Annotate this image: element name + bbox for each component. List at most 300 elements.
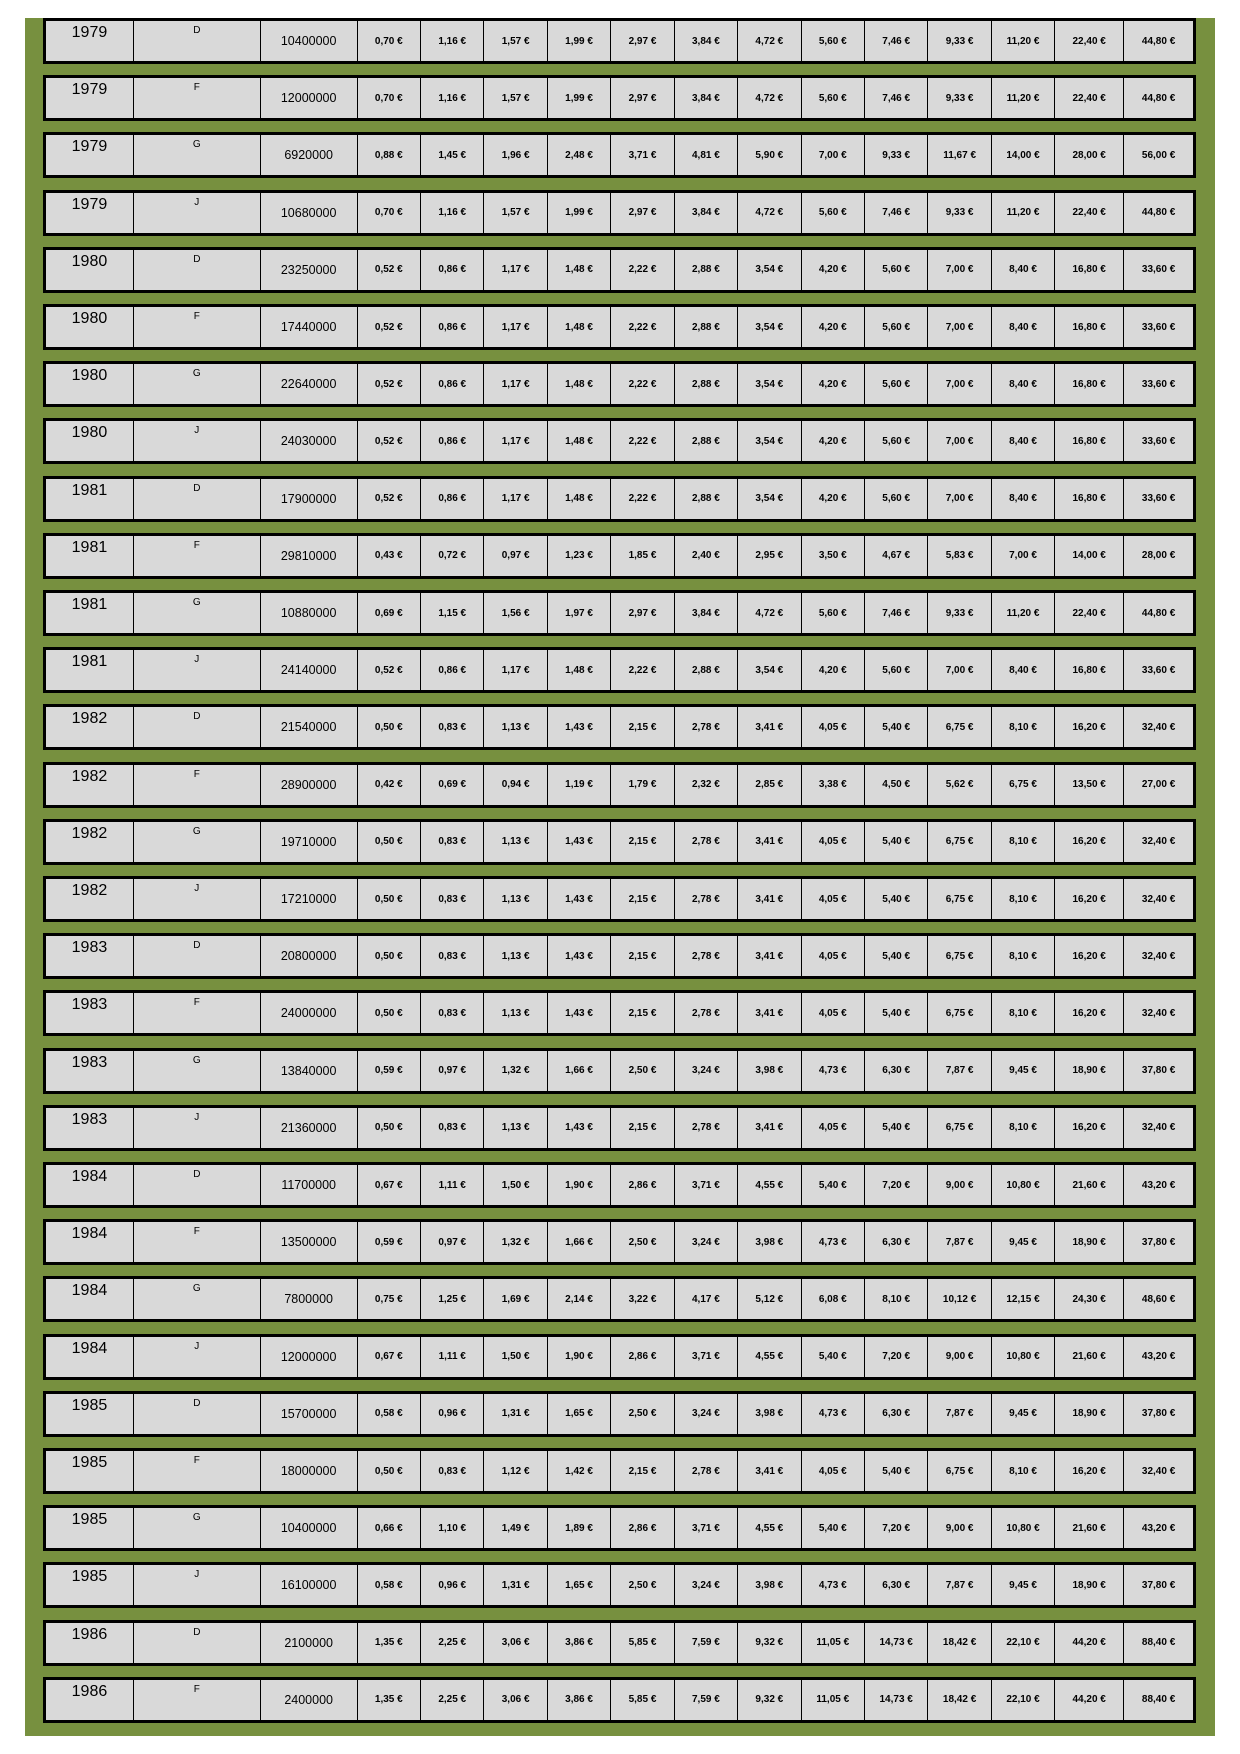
quantity-cell: 2100000 (261, 1623, 358, 1663)
value-cell: 2,22 € (611, 307, 674, 347)
mint-code-cell: G (134, 135, 261, 175)
value-cell: 11,20 € (992, 21, 1055, 61)
value-cell: 9,33 € (928, 193, 991, 233)
table-row (43, 304, 1196, 350)
value-cell: 16,80 € (1055, 364, 1124, 404)
value-cell: 0,70 € (358, 193, 421, 233)
value-cell: 3,50 € (802, 536, 865, 576)
value-cell: 8,40 € (992, 479, 1055, 519)
value-cell: 4,72 € (738, 593, 801, 633)
value-cell: 5,60 € (802, 593, 865, 633)
value-cell: 0,59 € (358, 1051, 421, 1091)
value-cell: 6,75 € (928, 993, 991, 1033)
value-cell: 2,88 € (675, 650, 738, 690)
value-cell: 3,22 € (611, 1279, 674, 1319)
value-cell: 0,97 € (421, 1051, 484, 1091)
value-cell: 1,50 € (484, 1337, 547, 1377)
value-cell: 4,81 € (675, 135, 738, 175)
value-cell: 0,83 € (421, 936, 484, 976)
value-cell: 0,50 € (358, 707, 421, 747)
value-cell: 1,13 € (484, 936, 547, 976)
value-cell: 12,15 € (992, 1279, 1055, 1319)
mint-code-cell: J (134, 1337, 261, 1377)
value-cell: 4,72 € (738, 78, 801, 118)
mint-code-cell: D (134, 1623, 261, 1663)
mint-code-cell: D (134, 479, 261, 519)
value-cell: 1,11 € (421, 1337, 484, 1377)
value-cell: 5,60 € (865, 421, 928, 461)
year-cell: 1980 (46, 364, 134, 404)
value-cell: 3,41 € (738, 879, 801, 919)
year-cell: 1982 (46, 879, 134, 919)
value-cell: 0,70 € (358, 78, 421, 118)
value-cell: 1,17 € (484, 307, 547, 347)
value-cell: 2,40 € (675, 536, 738, 576)
value-cell: 9,33 € (928, 78, 991, 118)
value-cell: 16,80 € (1055, 650, 1124, 690)
value-cell: 7,00 € (928, 307, 991, 347)
value-cell: 2,78 € (675, 1108, 738, 1148)
value-cell: 2,15 € (611, 936, 674, 976)
mint-code-cell: J (134, 1565, 261, 1605)
value-cell: 18,90 € (1055, 1394, 1124, 1434)
year-cell: 1981 (46, 536, 134, 576)
value-cell: 2,15 € (611, 879, 674, 919)
value-cell: 0,83 € (421, 707, 484, 747)
mint-code-cell: F (134, 993, 261, 1033)
value-cell: 0,70 € (358, 21, 421, 61)
value-cell: 8,10 € (865, 1279, 928, 1319)
value-cell: 3,84 € (675, 193, 738, 233)
value-cell: 5,12 € (738, 1279, 801, 1319)
value-cell: 5,60 € (865, 364, 928, 404)
value-cell: 1,43 € (548, 1108, 611, 1148)
value-cell: 2,95 € (738, 536, 801, 576)
value-cell: 1,17 € (484, 250, 547, 290)
quantity-cell: 2400000 (261, 1680, 358, 1720)
value-cell: 2,25 € (421, 1623, 484, 1663)
value-cell: 7,46 € (865, 78, 928, 118)
value-cell: 2,88 € (675, 421, 738, 461)
table-row (43, 1448, 1196, 1494)
value-cell: 2,15 € (611, 822, 674, 862)
value-cell: 1,17 € (484, 421, 547, 461)
value-cell: 2,78 € (675, 936, 738, 976)
value-cell: 14,00 € (1055, 536, 1124, 576)
table-row (43, 18, 1196, 64)
value-cell: 88,40 € (1141, 1637, 1176, 1649)
table-row (43, 1162, 1196, 1208)
value-cell: 1,32 € (484, 1051, 547, 1091)
value-cell: 8,10 € (992, 936, 1055, 976)
value-cell: 9,32 € (738, 1680, 801, 1720)
value-cell: 2,78 € (675, 993, 738, 1033)
value-cell: 8,40 € (992, 364, 1055, 404)
value-cell: 0,69 € (358, 593, 421, 633)
value-cell: 1,90 € (548, 1337, 611, 1377)
value-cell: 21,60 € (1055, 1337, 1124, 1377)
value-cell: 2,86 € (611, 1165, 674, 1205)
mint-code-cell: G (134, 593, 261, 633)
value-cell: 1,57 € (484, 21, 547, 61)
quantity-cell: 29810000 (261, 536, 358, 576)
value-cell: 1,11 € (421, 1165, 484, 1205)
value-cell: 4,73 € (802, 1394, 865, 1434)
value-cell: 28,00 € (1141, 550, 1176, 562)
value-cell: 1,90 € (548, 1165, 611, 1205)
value-cell: 18,90 € (1055, 1051, 1124, 1091)
value-cell: 1,17 € (484, 364, 547, 404)
value-cell: 0,86 € (421, 479, 484, 519)
table-row (43, 1219, 1196, 1265)
year-cell: 1984 (46, 1337, 134, 1377)
table-row (43, 1048, 1196, 1094)
value-cell: 5,40 € (802, 1337, 865, 1377)
value-cell: 16,20 € (1055, 822, 1124, 862)
value-cell: 1,85 € (611, 536, 674, 576)
quantity-cell: 17900000 (261, 479, 358, 519)
quantity-cell: 12000000 (261, 78, 358, 118)
year-cell: 1980 (46, 250, 134, 290)
value-cell: 8,10 € (992, 822, 1055, 862)
value-cell: 2,88 € (675, 250, 738, 290)
value-cell: 4,20 € (802, 250, 865, 290)
value-cell: 1,43 € (548, 707, 611, 747)
value-cell: 3,41 € (738, 1108, 801, 1148)
value-cell: 5,40 € (865, 822, 928, 862)
table-row (43, 876, 1196, 922)
value-cell: 9,00 € (928, 1337, 991, 1377)
year-cell: 1979 (46, 21, 134, 61)
value-cell: 18,42 € (928, 1623, 991, 1663)
value-cell: 1,66 € (548, 1051, 611, 1091)
value-cell: 7,20 € (865, 1337, 928, 1377)
value-cell: 2,78 € (675, 822, 738, 862)
value-cell: 1,96 € (484, 135, 547, 175)
table-row (43, 1562, 1196, 1608)
value-cell: 4,05 € (802, 1108, 865, 1148)
value-cell: 33,60 € (1141, 264, 1176, 276)
table-row (43, 132, 1196, 178)
table-row (43, 1276, 1196, 1322)
value-cell: 33,60 € (1141, 321, 1176, 333)
value-cell: 3,41 € (738, 1451, 801, 1491)
value-cell: 2,78 € (675, 879, 738, 919)
value-cell: 9,45 € (992, 1565, 1055, 1605)
value-cell: 0,52 € (358, 421, 421, 461)
year-cell: 1979 (46, 78, 134, 118)
value-cell: 5,60 € (865, 307, 928, 347)
year-cell: 1979 (46, 135, 134, 175)
value-cell: 48,60 € (1141, 1293, 1176, 1305)
value-cell: 1,13 € (484, 707, 547, 747)
value-cell: 44,80 € (1141, 92, 1176, 104)
value-cell: 11,20 € (992, 78, 1055, 118)
value-cell: 1,15 € (421, 593, 484, 633)
value-cell: 28,00 € (1055, 135, 1124, 175)
value-cell: 1,32 € (484, 1222, 547, 1262)
value-cell: 3,06 € (484, 1623, 547, 1663)
value-cell: 3,71 € (675, 1508, 738, 1548)
value-cell: 5,40 € (802, 1165, 865, 1205)
value-cell: 11,05 € (802, 1680, 865, 1720)
value-cell: 11,20 € (992, 193, 1055, 233)
value-cell: 14,73 € (865, 1623, 928, 1663)
value-cell: 44,80 € (1141, 207, 1176, 219)
value-cell: 2,50 € (611, 1051, 674, 1091)
value-cell: 1,35 € (358, 1623, 421, 1663)
value-cell: 1,35 € (358, 1680, 421, 1720)
value-cell: 2,50 € (611, 1394, 674, 1434)
value-cell: 18,90 € (1055, 1222, 1124, 1262)
value-cell: 13,50 € (1055, 765, 1124, 805)
value-cell: 14,73 € (865, 1680, 928, 1720)
table-row (43, 1334, 1196, 1380)
value-cell: 5,83 € (928, 536, 991, 576)
value-cell: 3,24 € (675, 1051, 738, 1091)
value-cell: 32,40 € (1141, 893, 1176, 905)
year-cell: 1982 (46, 822, 134, 862)
value-cell: 5,40 € (802, 1508, 865, 1548)
value-cell: 5,40 € (865, 879, 928, 919)
value-cell: 2,50 € (611, 1222, 674, 1262)
value-cell: 1,97 € (548, 593, 611, 633)
value-cell: 2,32 € (675, 765, 738, 805)
value-cell: 7,46 € (865, 21, 928, 61)
quantity-cell: 11700000 (261, 1165, 358, 1205)
value-cell: 4,20 € (802, 364, 865, 404)
value-cell: 7,87 € (928, 1394, 991, 1434)
value-cell: 3,54 € (738, 650, 801, 690)
mint-code-cell: J (134, 1108, 261, 1148)
value-cell: 1,43 € (548, 936, 611, 976)
year-cell: 1981 (46, 593, 134, 633)
value-cell: 22,10 € (992, 1680, 1055, 1720)
value-cell: 3,54 € (738, 307, 801, 347)
value-cell: 4,72 € (738, 21, 801, 61)
quantity-cell: 10400000 (261, 21, 358, 61)
value-cell: 9,00 € (928, 1508, 991, 1548)
value-cell: 7,00 € (928, 364, 991, 404)
value-cell: 7,00 € (928, 479, 991, 519)
value-cell: 4,05 € (802, 936, 865, 976)
table-row (43, 704, 1196, 750)
value-cell: 2,50 € (611, 1565, 674, 1605)
table-row (43, 476, 1196, 522)
value-cell: 0,58 € (358, 1565, 421, 1605)
mint-code-cell: G (134, 1508, 261, 1548)
quantity-cell: 22640000 (261, 364, 358, 404)
value-cell: 22,40 € (1055, 193, 1124, 233)
quantity-cell: 12000000 (261, 1337, 358, 1377)
mint-code-cell: D (134, 1394, 261, 1434)
value-cell: 7,87 € (928, 1222, 991, 1262)
value-cell: 0,86 € (421, 364, 484, 404)
value-cell: 0,52 € (358, 479, 421, 519)
value-cell: 3,54 € (738, 421, 801, 461)
value-cell: 1,69 € (484, 1279, 547, 1319)
mint-code-cell: G (134, 364, 261, 404)
mint-code-cell: J (134, 193, 261, 233)
value-cell: 33,60 € (1141, 493, 1176, 505)
value-cell: 2,48 € (548, 135, 611, 175)
value-cell: 14,00 € (992, 135, 1055, 175)
value-cell: 6,30 € (865, 1051, 928, 1091)
value-cell: 3,24 € (675, 1394, 738, 1434)
value-cell: 0,86 € (421, 250, 484, 290)
year-cell: 1981 (46, 650, 134, 690)
value-cell: 3,38 € (802, 765, 865, 805)
quantity-cell: 10880000 (261, 593, 358, 633)
value-cell: 1,50 € (484, 1165, 547, 1205)
value-cell: 0,86 € (421, 307, 484, 347)
value-cell: 5,90 € (738, 135, 801, 175)
year-cell: 1984 (46, 1165, 134, 1205)
value-cell: 11,67 € (928, 135, 991, 175)
value-cell: 9,45 € (992, 1222, 1055, 1262)
value-cell: 7,00 € (992, 536, 1055, 576)
value-cell: 0,52 € (358, 364, 421, 404)
value-cell: 22,10 € (992, 1623, 1055, 1663)
quantity-cell: 17210000 (261, 879, 358, 919)
value-cell: 6,30 € (865, 1222, 928, 1262)
table-row (43, 247, 1196, 293)
value-cell: 24,30 € (1055, 1279, 1124, 1319)
value-cell: 16,20 € (1055, 1451, 1124, 1491)
value-cell: 2,97 € (611, 78, 674, 118)
value-cell: 0,83 € (421, 993, 484, 1033)
mint-code-cell: D (134, 250, 261, 290)
value-cell: 0,50 € (358, 993, 421, 1033)
table-row (43, 1391, 1196, 1437)
value-cell: 4,05 € (802, 993, 865, 1033)
quantity-cell: 19710000 (261, 822, 358, 862)
table-row (43, 1620, 1196, 1666)
value-cell: 3,24 € (675, 1565, 738, 1605)
value-cell: 6,75 € (928, 936, 991, 976)
table-row (43, 647, 1196, 693)
value-cell: 6,75 € (928, 1108, 991, 1148)
year-cell: 1980 (46, 307, 134, 347)
value-cell: 1,16 € (421, 78, 484, 118)
value-cell: 37,80 € (1141, 1579, 1176, 1591)
value-cell: 0,50 € (358, 879, 421, 919)
quantity-cell: 10400000 (261, 1508, 358, 1548)
quantity-cell: 7800000 (261, 1279, 358, 1319)
value-cell: 9,45 € (992, 1051, 1055, 1091)
year-cell: 1985 (46, 1508, 134, 1548)
mint-code-cell: D (134, 21, 261, 61)
value-cell: 6,75 € (992, 765, 1055, 805)
value-cell: 3,54 € (738, 250, 801, 290)
value-cell: 4,17 € (675, 1279, 738, 1319)
value-cell: 3,41 € (738, 936, 801, 976)
value-cell: 8,40 € (992, 650, 1055, 690)
value-cell: 44,20 € (1055, 1680, 1124, 1720)
value-cell: 1,65 € (548, 1565, 611, 1605)
value-cell: 7,20 € (865, 1165, 928, 1205)
value-cell: 10,80 € (992, 1165, 1055, 1205)
value-cell: 21,60 € (1055, 1165, 1124, 1205)
value-cell: 6,08 € (802, 1279, 865, 1319)
value-cell: 0,83 € (421, 879, 484, 919)
value-cell: 9,33 € (865, 135, 928, 175)
value-cell: 16,20 € (1055, 993, 1124, 1033)
value-cell: 0,67 € (358, 1337, 421, 1377)
value-cell: 6,30 € (865, 1394, 928, 1434)
table-row (43, 762, 1196, 808)
value-cell: 5,60 € (865, 650, 928, 690)
value-cell: 4,73 € (802, 1051, 865, 1091)
value-cell: 1,31 € (484, 1394, 547, 1434)
value-cell: 0,66 € (358, 1508, 421, 1548)
value-cell: 3,54 € (738, 364, 801, 404)
value-cell: 2,86 € (611, 1337, 674, 1377)
mint-code-cell: G (134, 1051, 261, 1091)
value-cell: 1,48 € (548, 250, 611, 290)
value-cell: 5,40 € (865, 707, 928, 747)
value-cell: 10,80 € (992, 1337, 1055, 1377)
value-cell: 5,40 € (865, 1108, 928, 1148)
value-cell: 8,40 € (992, 307, 1055, 347)
value-cell: 0,96 € (421, 1565, 484, 1605)
value-cell: 7,20 € (865, 1508, 928, 1548)
value-cell: 16,20 € (1055, 879, 1124, 919)
value-cell: 2,78 € (675, 1451, 738, 1491)
value-cell: 2,14 € (548, 1279, 611, 1319)
value-cell: 16,20 € (1055, 707, 1124, 747)
value-cell: 32,40 € (1141, 1122, 1176, 1134)
value-cell: 7,87 € (928, 1565, 991, 1605)
value-cell: 0,83 € (421, 1108, 484, 1148)
value-cell: 27,00 € (1141, 779, 1176, 791)
value-cell: 1,48 € (548, 307, 611, 347)
value-cell: 1,79 € (611, 765, 674, 805)
value-cell: 0,86 € (421, 650, 484, 690)
value-cell: 5,40 € (865, 993, 928, 1033)
value-cell: 33,60 € (1141, 378, 1176, 390)
value-cell: 7,00 € (802, 135, 865, 175)
value-cell: 18,42 € (928, 1680, 991, 1720)
value-cell: 1,48 € (548, 421, 611, 461)
value-cell: 16,80 € (1055, 421, 1124, 461)
value-cell: 43,20 € (1141, 1179, 1176, 1191)
quantity-cell: 28900000 (261, 765, 358, 805)
year-cell: 1986 (46, 1623, 134, 1663)
value-cell: 1,25 € (421, 1279, 484, 1319)
value-cell: 4,55 € (738, 1508, 801, 1548)
year-cell: 1984 (46, 1222, 134, 1262)
year-cell: 1983 (46, 1051, 134, 1091)
value-cell: 1,13 € (484, 993, 547, 1033)
value-cell: 0,50 € (358, 1108, 421, 1148)
mint-code-cell: G (134, 1279, 261, 1319)
value-cell: 2,25 € (421, 1680, 484, 1720)
value-cell: 0,72 € (421, 536, 484, 576)
value-cell: 9,00 € (928, 1165, 991, 1205)
value-cell: 0,86 € (421, 421, 484, 461)
table-row (43, 1505, 1196, 1551)
value-cell: 10,80 € (992, 1508, 1055, 1548)
value-cell: 1,56 € (484, 593, 547, 633)
value-cell: 9,32 € (738, 1623, 801, 1663)
value-cell: 4,73 € (802, 1222, 865, 1262)
value-cell: 3,98 € (738, 1394, 801, 1434)
value-cell: 0,50 € (358, 822, 421, 862)
mint-code-cell: G (134, 822, 261, 862)
year-cell: 1986 (46, 1680, 134, 1720)
value-cell: 2,86 € (611, 1508, 674, 1548)
